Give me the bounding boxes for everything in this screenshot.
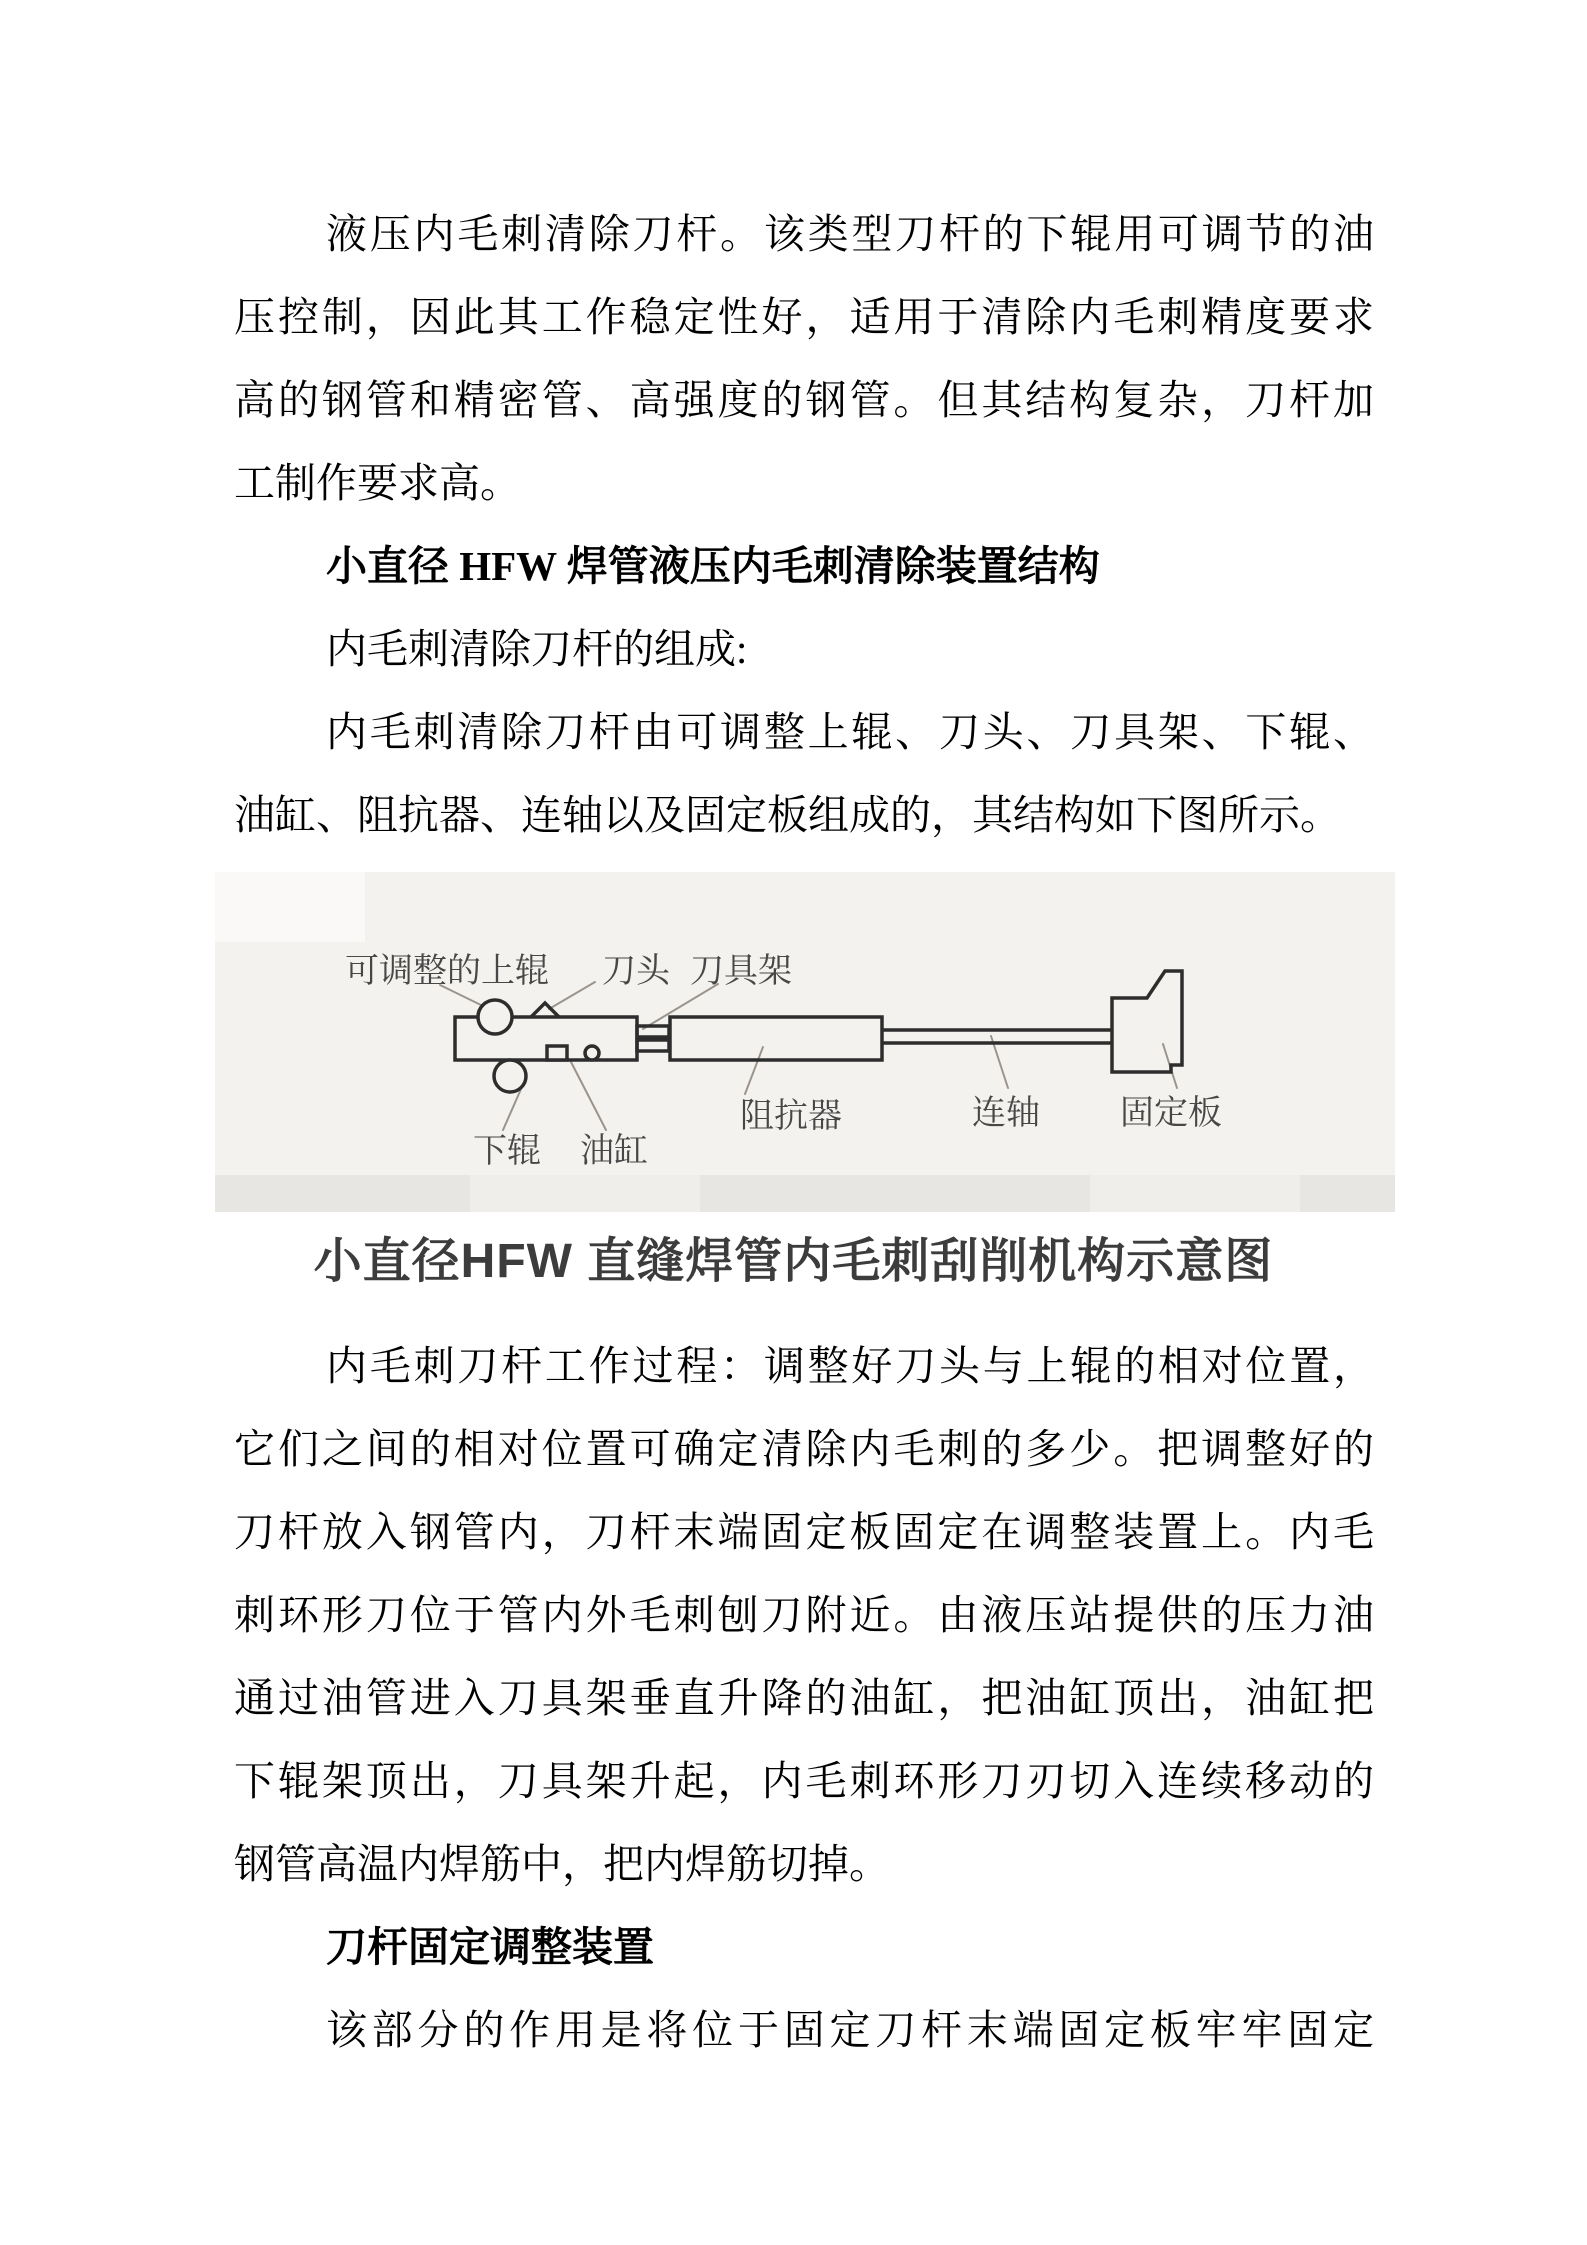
label-lower-roller: 下辊 (473, 1133, 541, 1170)
paragraph-block-top (234, 193, 1374, 857)
text-line: 下辊架顶出，刀具架升起，内毛刺环形刀刃切入连续移动的 (234, 1758, 1374, 1804)
text-line: 通过油管进入刀具架垂直升降的油缸，把油缸顶出，油缸把 (234, 1675, 1374, 1721)
text-line: 钢管高温内焊筋中，把内焊筋切掉。 (234, 1841, 890, 1887)
label-upper-roller: 可调整的上辊 (345, 953, 549, 990)
label-fixing-plate: 固定板 (1120, 1095, 1222, 1132)
text-line: 高的钢管和精密管、高强度的钢管。但其结构复杂，刀杆加 (234, 377, 1374, 423)
scan-light-patch (215, 872, 365, 942)
upper-roller-shape (478, 1000, 512, 1034)
text-line: 刺环形刀位于管内外毛刺刨刀附近。由液压站提供的压力油 (234, 1592, 1374, 1638)
label-tool-holder: 刀具架 (690, 953, 792, 990)
text-line: 油缸、阻抗器、连轴以及固定板组成的，其结构如下图所示。 (234, 792, 1341, 838)
oil-cylinder-shape (547, 1046, 567, 1060)
text-line: 工制作要求高。 (234, 460, 521, 506)
diagram-svg (215, 872, 1395, 1212)
burr-scraper-diagram (215, 872, 1395, 1212)
figure-caption: 小直径HFW 直缝焊管内毛刺刮削机构示意图 (313, 1235, 1274, 1288)
lower-roller-shape (494, 1060, 526, 1092)
label-impedance: 阻抗器 (740, 1098, 842, 1135)
heading-line: 刀杆固定调整装置 (326, 1924, 654, 1970)
text-line: 它们之间的相对位置可确定清除内毛刺的多少。把调整好的 (234, 1426, 1374, 1472)
scan-band-patch (470, 1175, 700, 1212)
label-oil-cylinder: 油缸 (580, 1133, 648, 1170)
label-connecting-shaft: 连轴 (972, 1095, 1040, 1132)
scan-band-patch (1090, 1175, 1300, 1212)
text-line: 内毛刺清除刀杆由可调整上辊、刀头、刀具架、下辊、 (326, 709, 1374, 755)
text-line: 压控制，因此其工作稳定性好，适用于清除内毛刺精度要求 (234, 294, 1374, 340)
figure-background (215, 872, 1395, 1212)
paragraph-block-bottom (234, 1325, 1374, 2072)
label-cutter-head: 刀头 (602, 953, 670, 990)
text-line: 刀杆放入钢管内，刀杆末端固定板固定在调整装置上。内毛 (234, 1509, 1374, 1555)
text-line: 该部分的作用是将位于固定刀杆末端固定板牢牢固定 (326, 2007, 1374, 2053)
text-line: 内毛刺清除刀杆的组成: (326, 626, 748, 672)
text-line: 液压内毛刺清除刀杆。该类型刀杆的下辊用可调节的油 (326, 211, 1374, 257)
pin-shape (585, 1046, 599, 1060)
heading-line: 小直径 HFW 焊管液压内毛刺清除装置结构 (326, 543, 1100, 589)
text-line: 内毛刺刀杆工作过程：调整好刀头与上辊的相对位置， (326, 1343, 1374, 1389)
